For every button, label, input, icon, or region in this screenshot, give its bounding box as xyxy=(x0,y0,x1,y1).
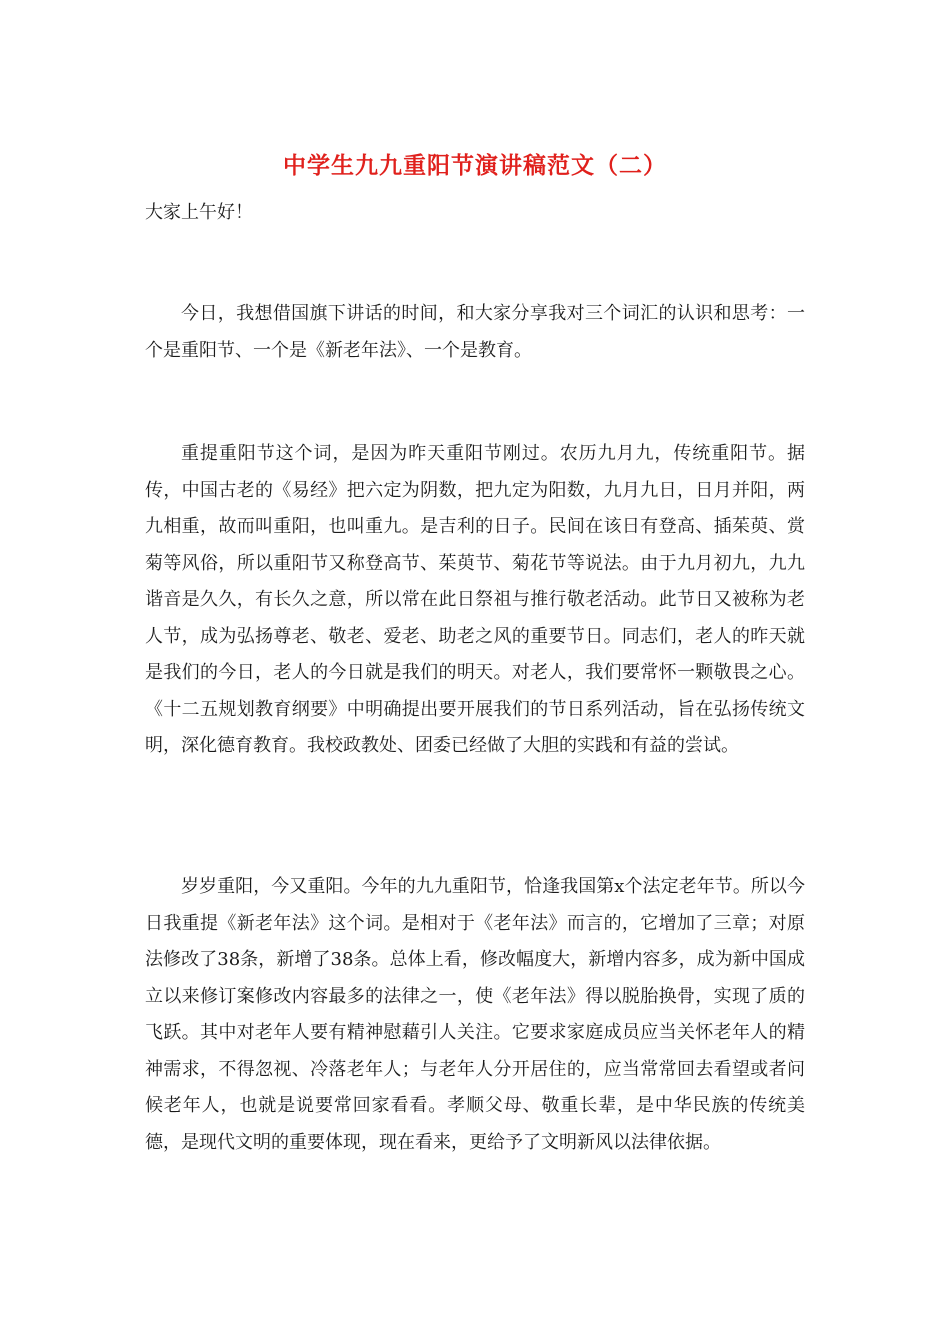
greeting-line: 大家上午好！ xyxy=(145,202,253,223)
page-title: 中学生九九重阳节演讲稿范文（二） xyxy=(283,152,667,179)
paragraph-double-ninth-festival: 重提重阳节这个词，是因为昨天重阳节刚过。农历九月九，传统重阳节。据传，中国古老的《易经》把六定为阴数，把九定为阳数，九月九日，日月并阳，两九相重，故而叫重阳，也叫重九。是吉利的日子。民间在该日有登高、插茱萸、赏菊等风俗，所以重阳节又称登高节、茱萸节、菊花节等说法。由于九月初九，九九谐音是久久，有长久之意，所以常在此日祭祖与推行敬老活动。此节日又被称为老人节，成为弘扬尊老、敬老、爱老、助老之风的重要节日。同志们，老人的昨天就是我们的今日，老人的今日就是我们的明天。对老人，我们要常怀一颗敬畏之心。《十二五规划教育纲要》中明确提出要开展我们的节日系列活动，旨在弘扬传统文明，深化德育教育。我校政教处、团委已经做了大胆的实践和有益的尝试。 xyxy=(145,443,805,756)
paragraph-intro: 今日，我想借国旗下讲话的时间，和大家分享我对三个词汇的认识和思考：一个是重阳节、一个是《新老年法》、一个是教育。 xyxy=(145,303,805,361)
paragraph-new-elderly-law: 岁岁重阳，今又重阳。今年的九九重阳节，恰逢我国第x个法定老年节。所以今日我重提《新老年法》这个词。是相对于《老年法》而言的，它增加了三章；对原法修改了38条，新增了38条。总体上看，修改幅度大，新增内容多，成为新中国成立以来修订案修改内容最多的法律之一，使《老年法》得以脱胎换骨，实现了质的飞跃。其中对老年人要有精神慰藉引人关注。它要求家庭成员应当关怀老年人的精神需求，不得忽视、冷落老年人；与老年人分开居住的，应当常常回去看望或者问候老年人，也就是说要常回家看看。孝顺父母、敬重长辈，是中华民族的传统美德，是现代文明的重要体现，现在看来，更给予了文明新风以法律依据。 xyxy=(145,876,805,1153)
